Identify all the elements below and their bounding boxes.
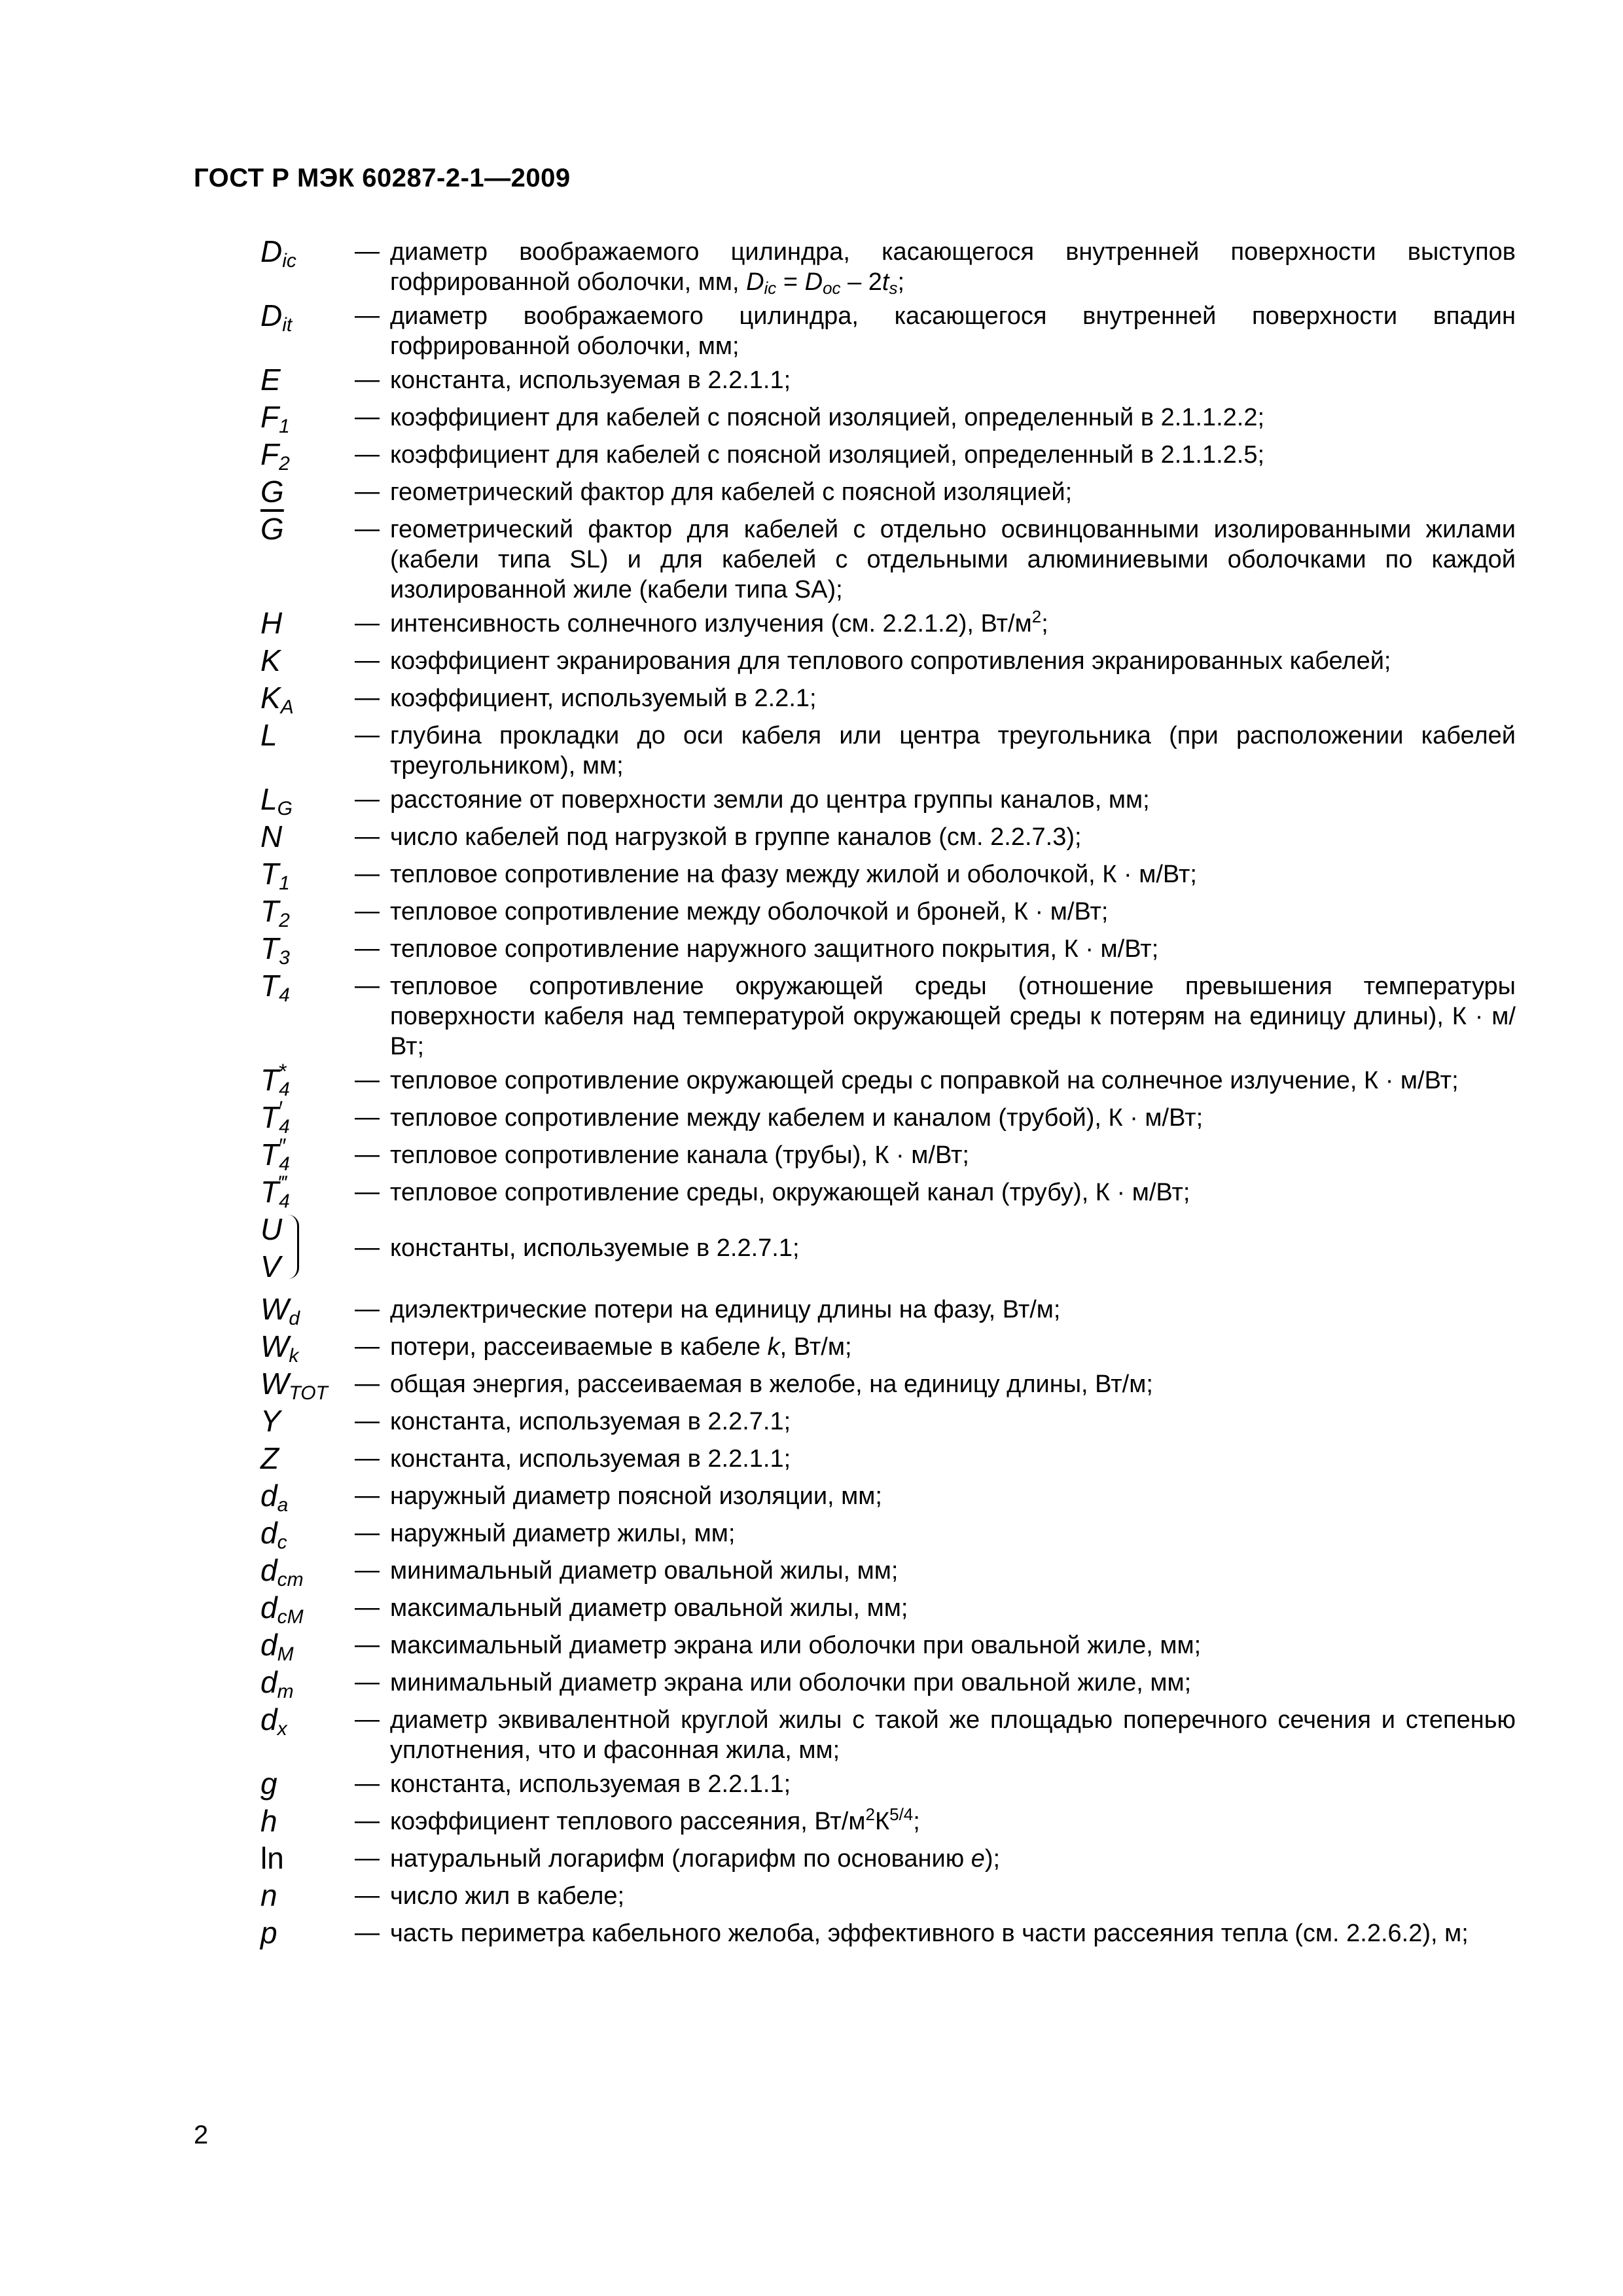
definition-text: коэффициент для кабелей с поясной изоляцией, определенный в 2.1.1.2.2;	[390, 404, 1265, 431]
definition-text: наружный диаметр поясной изоляции, мм;	[390, 1482, 882, 1510]
symbol: L	[260, 718, 277, 752]
definition-text: тепловое сопротивление между кабелем и каналом (трубой), К · м/Вт;	[390, 1104, 1204, 1132]
def-row-dx	[247, 1701, 1516, 1765]
dash: —	[355, 1882, 380, 1909]
def-row-N	[247, 818, 1516, 855]
spacer	[247, 1284, 1516, 1291]
symbol: g	[260, 1767, 277, 1801]
def-row-G-bar	[247, 511, 1516, 605]
def-row-L	[247, 717, 1516, 781]
definition-text: константа, используемая в 2.2.1.1;	[390, 1770, 791, 1798]
definition-text: коэффициент теплового рассеяния, $Вт/м^2К^{5/4}$;	[390, 1804, 920, 1835]
dash: —	[355, 1706, 380, 1733]
symbol: $\overline{G}$	[260, 512, 284, 546]
symbol: $d_M$	[260, 1628, 294, 1665]
definition-text: максимальный диаметр экрана или оболочки при овальной жиле, мм;	[390, 1632, 1202, 1659]
def-row-T4-triple-prime	[247, 1174, 1516, 1211]
symbol: Z	[260, 1441, 279, 1475]
symbol: $T_4^‴$	[260, 1172, 290, 1212]
definition-text: константа, используемая в 2.2.1.1;	[390, 1445, 791, 1473]
symbol: K	[260, 643, 281, 677]
def-row-KA	[247, 679, 1516, 717]
def-row-K	[247, 642, 1516, 679]
definition-text: коэффициент, используемый в 2.2.1;	[390, 685, 817, 712]
definition-text: константы, используемые в 2.2.7.1;	[390, 1234, 800, 1262]
dash: —	[355, 440, 380, 468]
dash: —	[355, 1556, 380, 1584]
definition-text: диаметр воображаемого цилиндра, касающегося внутренней поверхности выступов гофрированной оболочки, мм, $D_{ic} = D_{oc} - 2t_s$;	[390, 238, 1516, 298]
symbol: $T_2$	[260, 894, 290, 931]
def-row-dM	[247, 1626, 1516, 1664]
definition-text: интенсивность солнечного излучения (см. 2.2.1.2), $Вт/м^2$;	[390, 607, 1048, 637]
def-row-Wd	[247, 1291, 1516, 1328]
def-row-F1	[247, 399, 1516, 436]
symbol: $d_{cM}$	[260, 1590, 304, 1628]
definition-text: коэффициент для кабелей с поясной изоляцией, определенный в 2.1.1.2.5;	[390, 441, 1265, 469]
def-row-T4-star	[247, 1062, 1516, 1099]
symbol: $D_{ic}$	[260, 234, 296, 272]
definition-text: число кабелей под нагрузкой в группе каналов (см. 2.2.7.3);	[390, 823, 1082, 851]
dash: —	[355, 860, 380, 888]
page-number: 2	[194, 2121, 209, 2149]
definition-text: геометрический фактор для кабелей с отдельно освинцованными изолированными жилами (кабели типа SL) и для кабелей с отдельными алюминиевыми оболочками по каждой изолированной жиле (кабели типа SA);	[390, 516, 1516, 603]
def-row-E	[247, 361, 1516, 399]
dash: —	[355, 1668, 380, 1696]
def-row-da	[247, 1477, 1516, 1515]
dash: —	[355, 1919, 380, 1946]
symbol: $T_4''$	[260, 1134, 290, 1175]
symbol: $T_4$	[260, 969, 290, 1006]
dash: —	[355, 1370, 380, 1397]
def-row-ln	[247, 1840, 1516, 1877]
symbol: $L_G$	[260, 782, 293, 819]
dash: —	[355, 1103, 380, 1131]
def-row-Y	[247, 1403, 1516, 1440]
dash: —	[355, 972, 380, 999]
symbol: $d_m$	[260, 1665, 294, 1702]
dash: —	[355, 1519, 380, 1547]
def-row-LG	[247, 781, 1516, 818]
definition-text: глубина прокладки до оси кабеля или центра треугольника (при расположении кабелей треугольником), мм;	[390, 722, 1516, 780]
def-row-Wk	[247, 1328, 1516, 1365]
symbol: $W_k$	[260, 1329, 299, 1367]
symbol: E	[260, 363, 281, 397]
dash: —	[355, 1407, 380, 1435]
definition-text: часть периметра кабельного желоба, эффективного в части рассеяния тепла (см. 2.2.6.2), м;	[390, 1920, 1469, 1947]
def-row-U-V	[247, 1211, 1516, 1284]
def-row-n	[247, 1877, 1516, 1914]
symbol: $T_4^*$	[260, 1060, 290, 1100]
definition-text: тепловое сопротивление окружающей среды (отношение превышения температуры поверхности кабеля над температурой окружающей среды к потерям на единицу длины), К · м/Вт;	[390, 973, 1516, 1060]
dash: —	[355, 1844, 380, 1872]
dash: —	[355, 403, 380, 431]
definition-text: диаметр воображаемого цилиндра, касающегося внутренней поверхности впадин гофрированной оболочки, мм;	[390, 302, 1516, 360]
dash: —	[355, 1178, 380, 1206]
symbol: $F_1$	[260, 400, 290, 437]
dash: —	[355, 1444, 380, 1472]
dash: —	[355, 302, 380, 329]
symbol: p	[260, 1916, 277, 1950]
definition-text: диэлектрические потери на единицу длины на фазу, Вт/м;	[390, 1296, 1061, 1323]
dash: —	[355, 1631, 380, 1659]
dash: —	[355, 785, 380, 813]
dash: —	[355, 1482, 380, 1509]
definition-text: максимальный диаметр овальной жилы, мм;	[390, 1594, 908, 1622]
def-row-G	[247, 473, 1516, 511]
symbol: h	[260, 1804, 277, 1838]
symbol: $W_{TOT}$	[260, 1367, 328, 1404]
def-row-dm	[247, 1664, 1516, 1701]
def-row-T4	[247, 967, 1516, 1062]
symbol: U V	[247, 1211, 344, 1285]
dash: —	[355, 1770, 380, 1797]
definition-text: минимальный диаметр экрана или оболочки при овальной жиле, мм;	[390, 1669, 1192, 1696]
def-row-dcm	[247, 1552, 1516, 1589]
dash: —	[355, 823, 380, 850]
dash: —	[355, 1807, 380, 1835]
def-row-p	[247, 1914, 1516, 1952]
def-row-T3	[247, 930, 1516, 967]
symbol: $d_a$	[260, 1479, 289, 1516]
dash: —	[355, 1141, 380, 1168]
symbol: $D_{it}$	[260, 298, 293, 336]
definition-text: тепловое сопротивление между оболочкой и броней, К · м/Вт;	[390, 898, 1109, 925]
definition-text: тепловое сопротивление канала (трубы), К · м/Вт;	[390, 1141, 969, 1169]
definition-text: тепловое сопротивление наружного защитного покрытия, К · м/Вт;	[390, 935, 1159, 963]
dash: —	[355, 1066, 380, 1094]
def-row-T4-double-prime	[247, 1136, 1516, 1174]
dash: —	[355, 721, 380, 749]
symbol: N	[260, 819, 283, 853]
symbol: $d_x$	[260, 1702, 287, 1740]
def-row-Dit	[247, 297, 1516, 361]
dash: —	[355, 1594, 380, 1621]
dash: —	[355, 515, 380, 543]
definition-text: диаметр эквивалентной круглой жилы с такой же площадью поперечного сечения и степенью уплотнения, что и фасонная жила, мм;	[390, 1706, 1516, 1764]
definition-text: геометрический фактор для кабелей с поясной изоляцией;	[390, 478, 1073, 506]
dash: —	[355, 897, 380, 925]
def-row-T1	[247, 855, 1516, 893]
definition-text: коэффициент экранирования для теплового сопротивления экранированных кабелей;	[390, 647, 1391, 675]
def-row-Z	[247, 1440, 1516, 1477]
standard-header: ГОСТ Р МЭК 60287-2-1—2009	[194, 164, 571, 192]
definition-text: тепловое сопротивление окружающей среды с поправкой на солнечное излучение, К · м/Вт;	[390, 1067, 1459, 1094]
dash: —	[355, 1333, 380, 1360]
dash: —	[355, 1295, 380, 1323]
def-row-H	[247, 605, 1516, 642]
definition-text: константа, используемая в 2.2.1.1;	[390, 367, 791, 394]
dash: —	[355, 1234, 380, 1261]
def-row-g	[247, 1765, 1516, 1803]
brace-mark	[288, 1215, 299, 1279]
definition-text: число жил в кабеле;	[390, 1882, 625, 1910]
definition-text: расстояние от поверхности земли до центра группы каналов, мм;	[390, 786, 1150, 814]
definition-text: тепловое сопротивление на фазу между жилой и оболочкой, К · м/Вт;	[390, 861, 1197, 888]
symbol: $d_c$	[260, 1516, 287, 1553]
def-row-Wtot	[247, 1365, 1516, 1403]
def-row-dcM	[247, 1589, 1516, 1626]
symbol-definitions-list	[247, 233, 1516, 1952]
symbol: G	[260, 475, 284, 509]
symbol: $T_3$	[260, 931, 290, 969]
def-row-h	[247, 1803, 1516, 1840]
def-row-Dic	[247, 233, 1516, 297]
symbol: $K_A$	[260, 681, 294, 718]
definition-text: потери, рассеиваемые в кабеле k, Вт/м;	[390, 1333, 852, 1361]
symbol: Y	[260, 1404, 281, 1438]
definition-text: тепловое сопротивление среды, окружающей канал (трубу), К · м/Вт;	[390, 1179, 1190, 1206]
definition-text: константа, используемая в 2.2.7.1;	[390, 1408, 791, 1435]
dash: —	[355, 935, 380, 962]
dash: —	[355, 478, 380, 505]
dash: —	[355, 609, 380, 637]
def-row-F2	[247, 436, 1516, 473]
symbol: $F_2$	[260, 437, 290, 475]
def-row-T4-prime	[247, 1099, 1516, 1136]
definition-text: минимальный диаметр овальной жилы, мм;	[390, 1557, 899, 1585]
symbol: n	[260, 1878, 277, 1912]
symbol: $T_4'$	[260, 1097, 290, 1138]
def-row-dc	[247, 1515, 1516, 1552]
dash: —	[355, 238, 380, 265]
dash: —	[355, 647, 380, 674]
definition-text: натуральный логарифм (логарифм по основанию e);	[390, 1845, 1001, 1873]
symbol: H	[260, 606, 283, 640]
dash: —	[355, 684, 380, 711]
symbol: ln	[260, 1841, 284, 1875]
definition-text: общая энергия, рассеиваемая в желобе, на единицу длины, Вт/м;	[390, 1371, 1153, 1398]
def-row-T2	[247, 893, 1516, 930]
dash: —	[355, 366, 380, 393]
symbol: $W_d$	[260, 1292, 300, 1329]
symbol: $T_1$	[260, 857, 290, 894]
definition-text: наружный диаметр жилы, мм;	[390, 1520, 736, 1547]
symbol: $d_{cm}$	[260, 1553, 304, 1590]
